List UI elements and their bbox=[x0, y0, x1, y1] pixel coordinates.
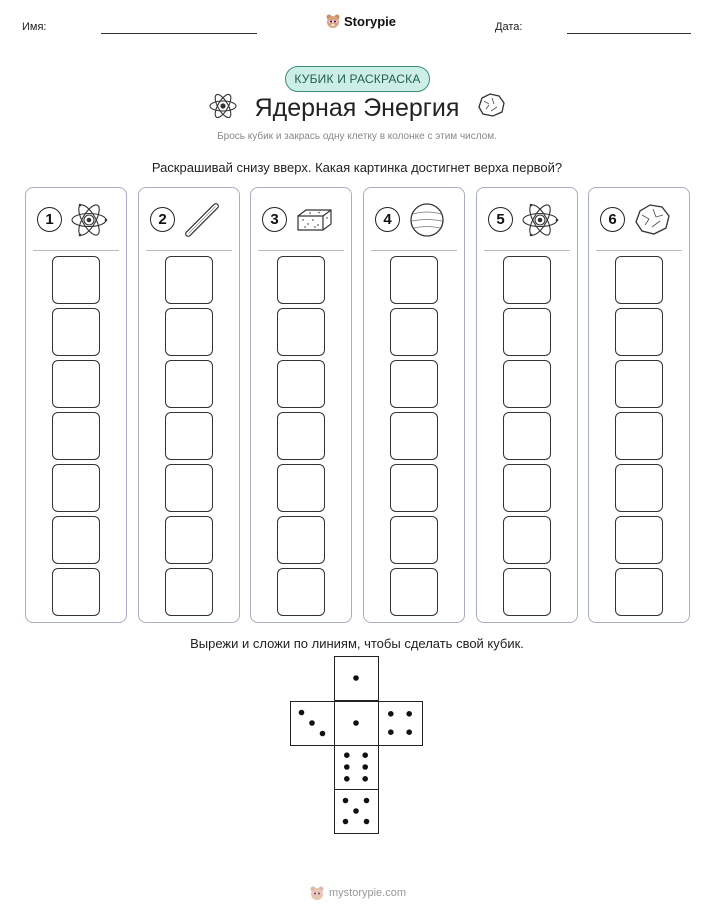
coloring-cell[interactable] bbox=[615, 256, 663, 304]
coloring-cell[interactable] bbox=[165, 412, 213, 460]
coloring-cell[interactable] bbox=[165, 360, 213, 408]
dice-face-1 bbox=[334, 656, 379, 701]
dice-pip bbox=[406, 729, 412, 735]
brand-logo bbox=[325, 13, 396, 29]
column-divider bbox=[258, 250, 344, 251]
coloring-cell[interactable] bbox=[390, 568, 438, 616]
column-1 bbox=[25, 187, 127, 623]
coloring-cell[interactable] bbox=[615, 308, 663, 356]
coloring-cell[interactable] bbox=[615, 568, 663, 616]
page-title: Ядерная Энергия bbox=[254, 94, 460, 122]
dice-pip bbox=[362, 752, 368, 758]
footer bbox=[309, 885, 406, 901]
brand-name: Storypie bbox=[344, 13, 397, 29]
coloring-cell[interactable] bbox=[52, 256, 100, 304]
column-divider bbox=[484, 250, 570, 251]
name-line[interactable] bbox=[101, 33, 257, 34]
coloring-cell[interactable] bbox=[390, 256, 438, 304]
dice-pip bbox=[299, 710, 305, 716]
coloring-cell[interactable] bbox=[503, 256, 551, 304]
coloring-cell[interactable] bbox=[52, 308, 100, 356]
column-divider bbox=[146, 250, 232, 251]
dice-face-1 bbox=[334, 701, 379, 746]
activity-badge: КУБИК И РАСКРАСКА bbox=[285, 66, 430, 92]
dice-pip bbox=[344, 776, 350, 782]
column-number: 3 bbox=[262, 207, 287, 232]
sphere-icon bbox=[407, 200, 447, 245]
column-3 bbox=[250, 187, 352, 623]
coloring-cell[interactable] bbox=[277, 412, 325, 460]
dice-pip bbox=[320, 731, 326, 737]
dice-pip bbox=[353, 675, 359, 681]
coloring-cell[interactable] bbox=[390, 516, 438, 564]
column-4 bbox=[363, 187, 465, 623]
column-6 bbox=[588, 187, 690, 623]
atom-icon bbox=[69, 200, 109, 245]
dice-pip bbox=[353, 808, 359, 814]
coloring-cell[interactable] bbox=[277, 464, 325, 512]
coloring-cell[interactable] bbox=[277, 256, 325, 304]
dice-pip bbox=[388, 711, 394, 717]
coloring-cell[interactable] bbox=[52, 360, 100, 408]
coloring-cell[interactable] bbox=[390, 412, 438, 460]
dice-pip bbox=[353, 720, 359, 726]
column-divider bbox=[33, 250, 119, 251]
coloring-cell[interactable] bbox=[165, 256, 213, 304]
coloring-cell[interactable] bbox=[503, 568, 551, 616]
bear-mascot-icon bbox=[309, 885, 325, 901]
coloring-cell[interactable] bbox=[165, 516, 213, 564]
column-divider bbox=[596, 250, 682, 251]
coloring-cell[interactable] bbox=[277, 568, 325, 616]
coloring-cell[interactable] bbox=[52, 412, 100, 460]
dice-pip bbox=[344, 764, 350, 770]
date-label: Дата: bbox=[495, 21, 523, 33]
dice-pip bbox=[344, 752, 350, 758]
fuel-pellet-icon bbox=[294, 200, 334, 245]
column-2 bbox=[138, 187, 240, 623]
coloring-cell[interactable] bbox=[52, 568, 100, 616]
coloring-cell[interactable] bbox=[503, 308, 551, 356]
column-number: 5 bbox=[488, 207, 513, 232]
uranium-ore-icon bbox=[632, 200, 672, 245]
coloring-cell[interactable] bbox=[277, 516, 325, 564]
column-number: 6 bbox=[600, 207, 625, 232]
dice-pip bbox=[343, 798, 349, 804]
name-label: Имя: bbox=[22, 21, 47, 33]
uranium-ore-icon bbox=[475, 91, 507, 119]
date-line[interactable] bbox=[567, 33, 691, 34]
coloring-cell[interactable] bbox=[503, 360, 551, 408]
coloring-cell[interactable] bbox=[165, 568, 213, 616]
coloring-cell[interactable] bbox=[615, 516, 663, 564]
coloring-instruction: Раскрашивай снизу вверх. Какая картинка достигнет верха первой? bbox=[151, 160, 563, 175]
atom-icon bbox=[520, 200, 560, 245]
coloring-cell[interactable] bbox=[615, 360, 663, 408]
coloring-cell[interactable] bbox=[52, 516, 100, 564]
dice-pip bbox=[364, 819, 370, 825]
dice-pip bbox=[309, 720, 315, 726]
dice-pip bbox=[362, 776, 368, 782]
subtitle: Брось кубик и закрась одну клетку в колонке с этим числом. bbox=[217, 131, 497, 142]
column-number: 4 bbox=[375, 207, 400, 232]
footer-url[interactable]: mystorypie.com bbox=[329, 887, 407, 899]
column-number: 1 bbox=[37, 207, 62, 232]
dice-face-3 bbox=[290, 701, 335, 746]
coloring-cell[interactable] bbox=[615, 464, 663, 512]
coloring-cell[interactable] bbox=[277, 360, 325, 408]
fuel-rod-icon bbox=[182, 200, 222, 245]
dice-face-4 bbox=[378, 701, 423, 746]
column-divider bbox=[371, 250, 457, 251]
dice-face-6 bbox=[334, 745, 379, 790]
dice-pip bbox=[343, 819, 349, 825]
column-5 bbox=[476, 187, 578, 623]
coloring-cell[interactable] bbox=[615, 412, 663, 460]
dice-pip bbox=[388, 729, 394, 735]
coloring-cell[interactable] bbox=[277, 308, 325, 356]
dice-pip bbox=[406, 711, 412, 717]
coloring-cell[interactable] bbox=[503, 412, 551, 460]
dice-pip bbox=[362, 764, 368, 770]
coloring-cell[interactable] bbox=[165, 464, 213, 512]
cut-instruction: Вырежи и сложи по линиям, чтобы сделать свой кубик. bbox=[190, 636, 524, 651]
coloring-cell[interactable] bbox=[165, 308, 213, 356]
bear-mascot-icon bbox=[325, 13, 341, 29]
coloring-cell[interactable] bbox=[390, 308, 438, 356]
dice-pip bbox=[364, 798, 370, 804]
column-number: 2 bbox=[150, 207, 175, 232]
dice-face-5 bbox=[334, 789, 379, 834]
coloring-cell[interactable] bbox=[52, 464, 100, 512]
coloring-cell[interactable] bbox=[390, 360, 438, 408]
coloring-cell[interactable] bbox=[503, 516, 551, 564]
coloring-cell[interactable] bbox=[503, 464, 551, 512]
coloring-cell[interactable] bbox=[390, 464, 438, 512]
